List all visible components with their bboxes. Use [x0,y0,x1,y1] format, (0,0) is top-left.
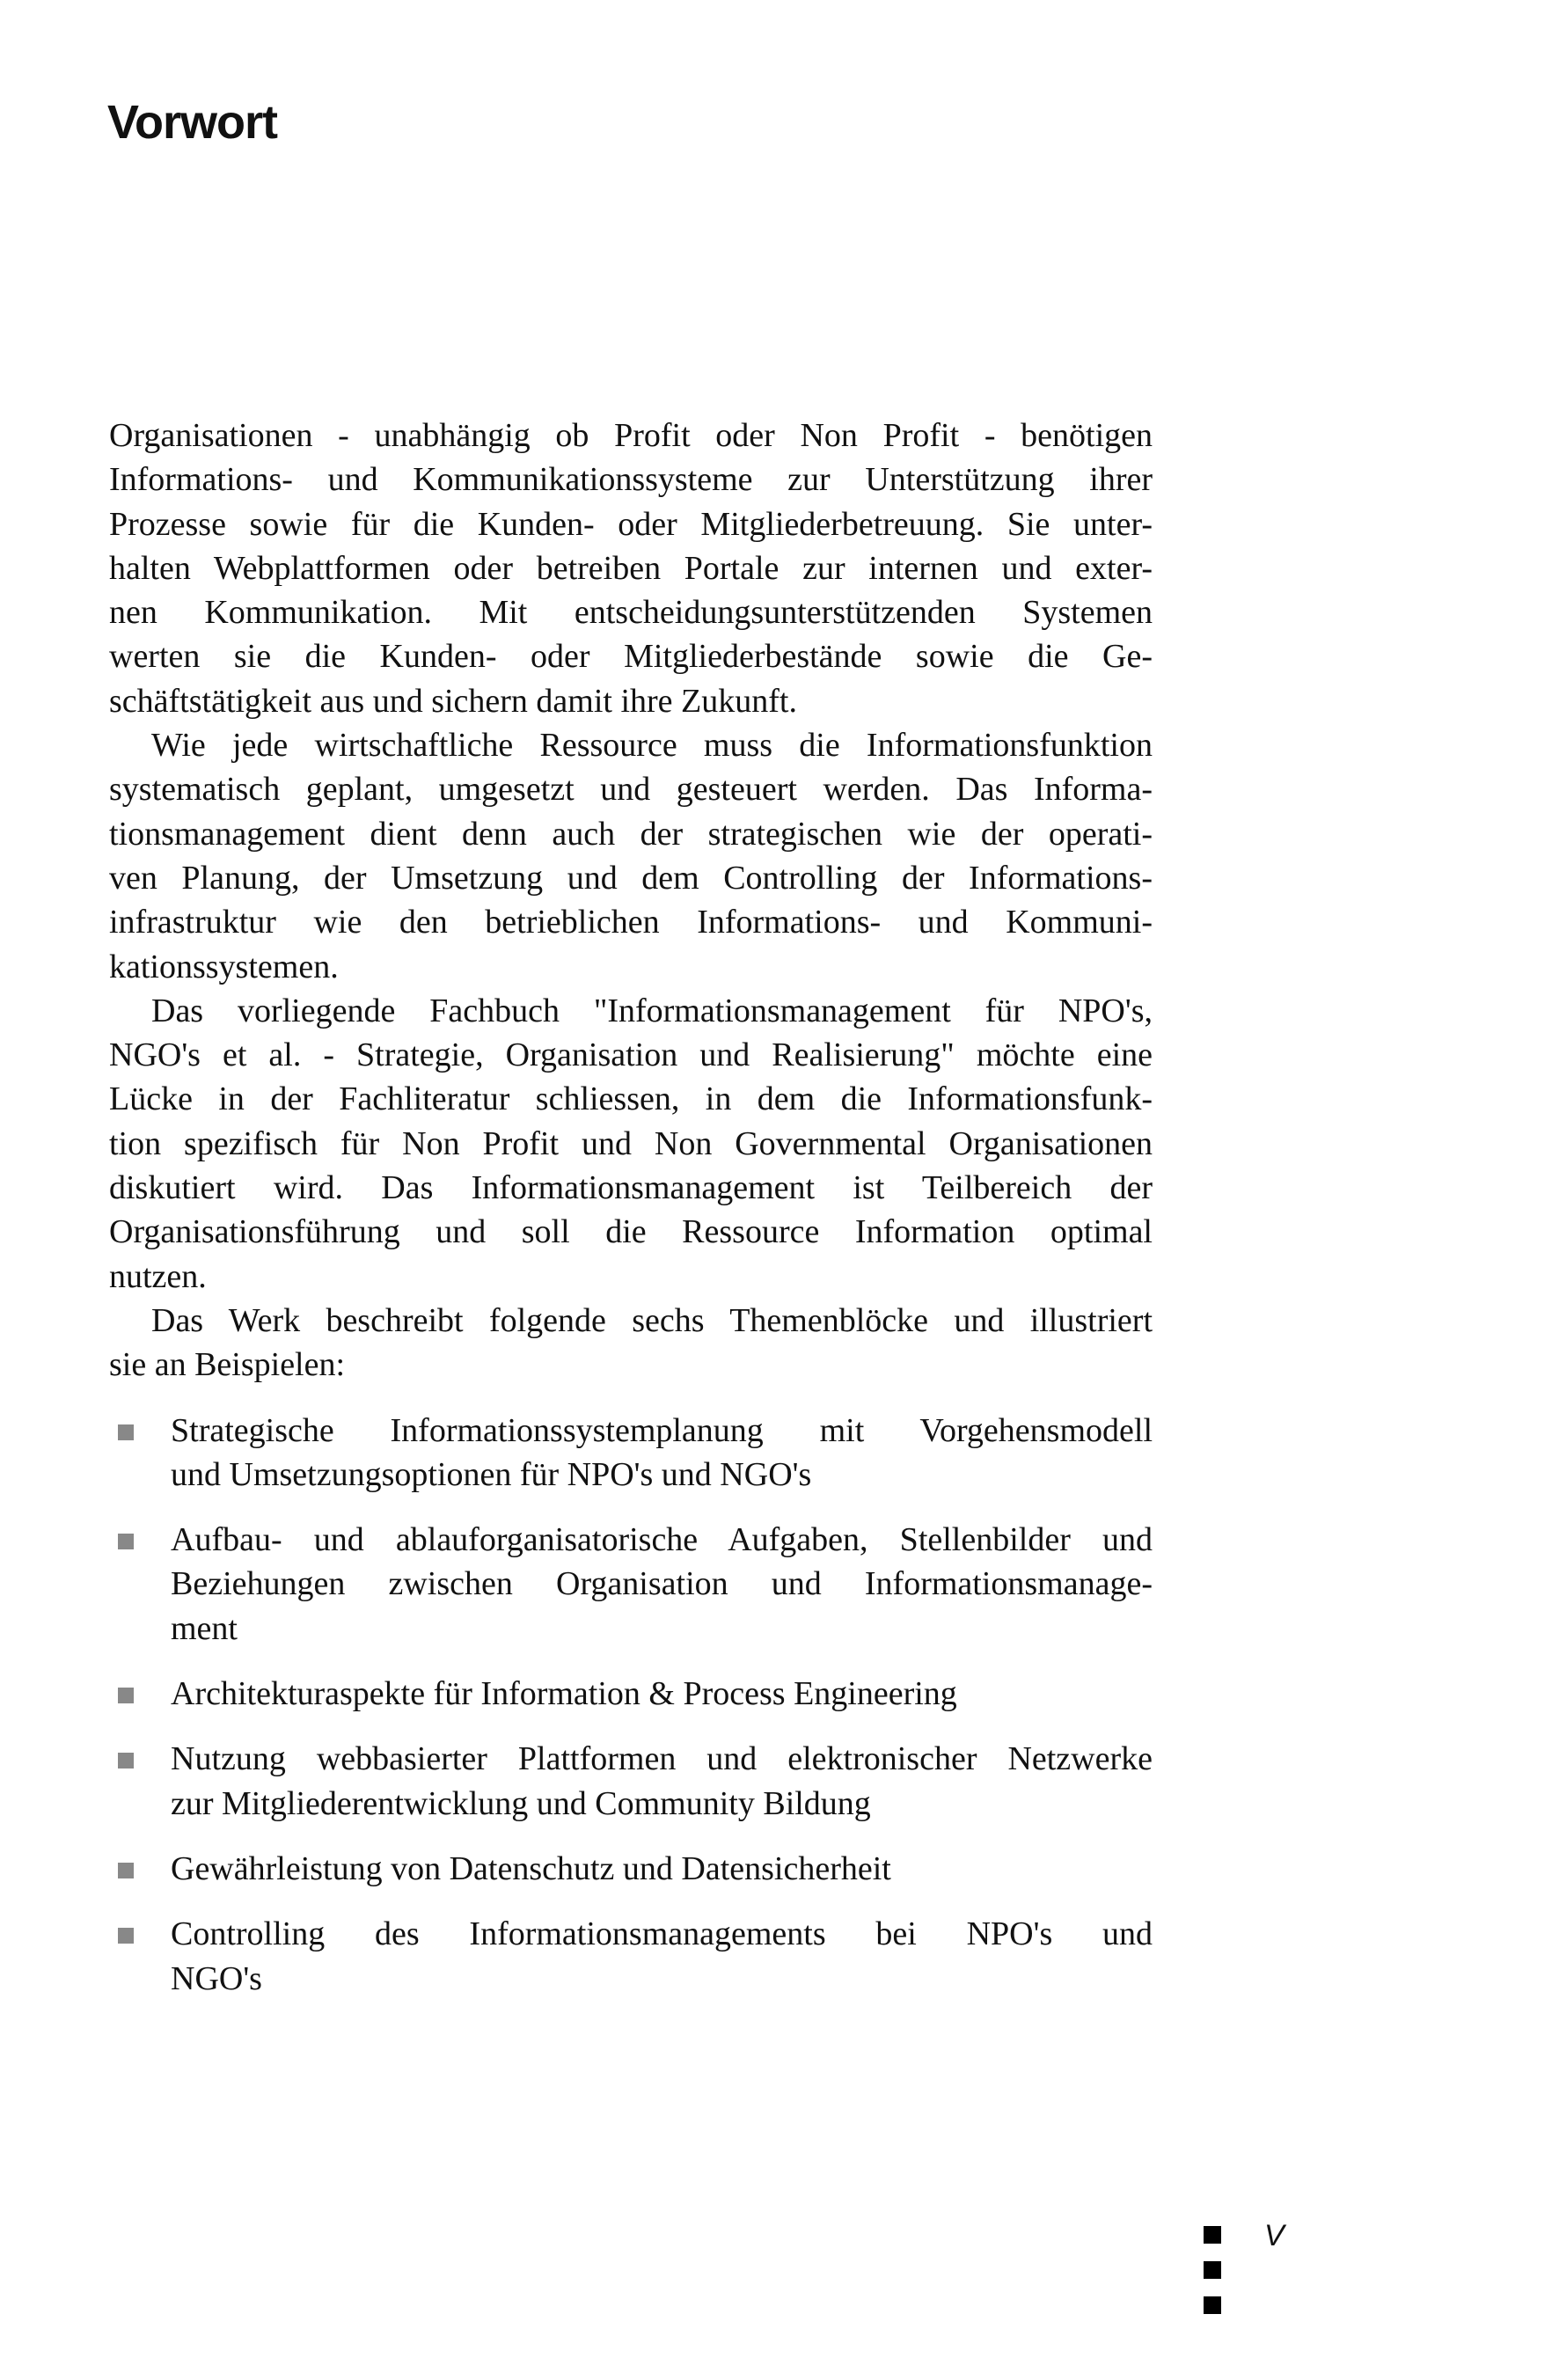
marker-square-icon [1204,2296,1221,2314]
paragraphs [109,414,1153,1388]
text-line: nutzen. [109,1257,207,1295]
text-line: ment [171,1609,238,1647]
text-line: Architekturaspekte für Information & Process Engineering [171,1675,957,1713]
list-item [109,1518,1153,1651]
text-line: nen Kommunikation. Mit entscheidungsunterstützenden Systemen [109,594,1153,632]
list-item [109,1912,1153,2001]
text-line: Aufbau- und ablauforganisatorische Aufgaben, Stellenbilder und [171,1521,1153,1559]
text-line: Organisationen - unabhängig ob Profit oder Non Profit - benötigen [109,417,1153,454]
text-line: sie an Beispielen: [109,1346,346,1384]
text-line: tionsmanagement dient denn auch der strategischen wie der operati- [109,815,1153,853]
text-line: und Umsetzungsoptionen für NPO's und NGO's [171,1455,812,1493]
text-line: Strategische Informationssystemplanung mit Vorgehensmodell [171,1411,1153,1449]
text-line: systematisch geplant, umgesetzt und gesteuert werden. Das Informa- [109,771,1153,809]
text-line: Controlling des Informationsmanagements bei NPO's und [171,1915,1153,1953]
bullet-square-icon [118,1863,134,1878]
text-line: tion spezifisch für Non Profit und Non Governmental Organisationen [109,1124,1153,1162]
text-line: ven Planung, der Umsetzung und dem Controlling der Informations- [109,859,1153,897]
text-line: Das vorliegende Fachbuch "Informationsmanagement für NPO's, [151,992,1153,1029]
text-line: kationssystemen. [109,948,339,985]
paragraph [109,989,1153,1299]
text-line: Nutzung webbasierter Plattformen und elektronischer Netzwerke [171,1740,1153,1778]
text-line: Wie jede wirtschaftliche Ressource muss die Informationsfunktion [151,727,1153,765]
list-item [109,1847,1153,1891]
topic-list [109,1409,1153,2001]
text-line: Organisationsführung und soll die Ressource Information optimal [109,1213,1153,1251]
text-line: Prozesse sowie für die Kunden- oder Mitgliederbetreuung. Sie unter- [109,505,1153,543]
text-line: NGO's [171,1959,262,1997]
bullet-square-icon [118,1688,134,1703]
text-line: diskutiert wird. Das Informationsmanagement ist Teilbereich der [109,1169,1153,1207]
text-line: zur Mitgliederentwicklung und Community Bildung [171,1784,871,1822]
list-item [109,1737,1153,1826]
bullet-square-icon [118,1753,134,1769]
text-line: Das Werk beschreibt folgende sechs Themenblöcke und illustriert [151,1301,1153,1339]
text-line: Informations- und Kommunikationssysteme zur Unterstützung ihrer [109,461,1153,499]
bullet-square-icon [118,1928,134,1944]
text-line: halten Webplattformen oder betreiben Portale zur internen und exter- [109,549,1153,587]
marker-square-icon [1204,2261,1221,2279]
body-text [109,414,1153,2022]
list-item [109,1672,1153,1716]
page-marker [1204,2226,1221,2332]
page-title: Vorwort [107,96,277,149]
text-line: schäftstätigkeit aus und sichern damit ihre Zukunft. [109,682,797,720]
text-line: Gewährleistung von Datenschutz und Datensicherheit [171,1849,891,1887]
text-line: werten sie die Kunden- oder Mitgliederbestände sowie die Ge- [109,638,1153,676]
bullet-square-icon [118,1424,134,1440]
paragraph [109,1299,1153,1388]
paragraph [109,723,1153,989]
text-line: infrastruktur wie den betrieblichen Informations- und Kommuni- [109,904,1153,941]
marker-square-icon [1204,2226,1221,2244]
text-line: NGO's et al. - Strategie, Organisation und Realisierung" möchte eine [109,1036,1153,1074]
text-line: Lücke in der Fachliteratur schliessen, in dem die Informationsfunk- [109,1080,1153,1118]
page-number: V [1264,2219,1285,2252]
paragraph [109,414,1153,723]
list-item [109,1409,1153,1498]
bullet-square-icon [118,1534,134,1549]
text-line: Beziehungen zwischen Organisation und Informationsmanage- [171,1565,1153,1603]
